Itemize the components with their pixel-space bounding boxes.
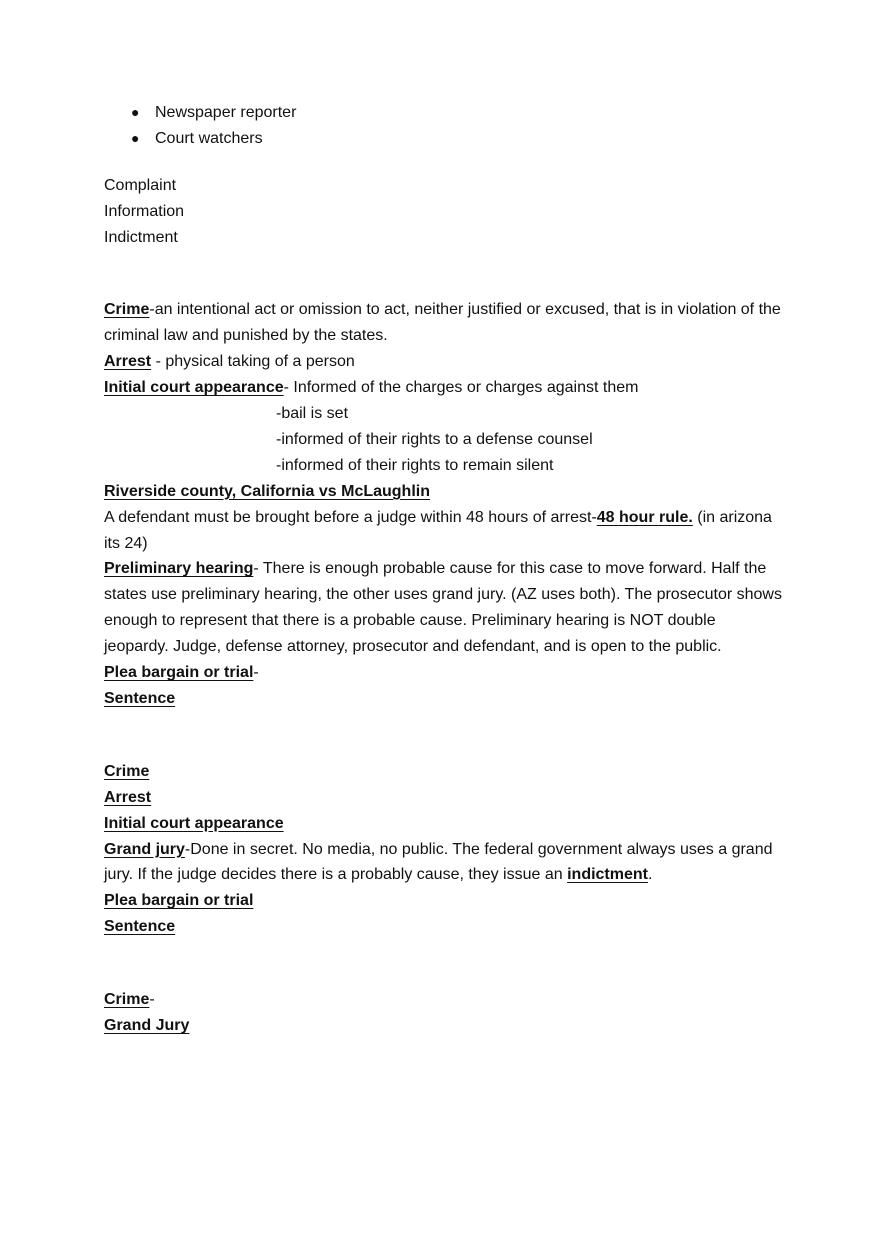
indictment-term: indictment [567,866,648,884]
charging-doc-indictment: Indictment [104,228,178,246]
grand-jury-definition: Grand jury-Done in secret. No media, no public. The federal government always uses a grand jury. If the judge decides there is a probably cause, they issue an indictment. [104,840,773,884]
charging-doc-information: Information [104,202,185,220]
initial-subitem: -informed of their rights to remain silent [276,456,554,474]
list-item: ● Newspaper reporter [104,100,784,126]
section2-arrest: Arrest [104,788,152,806]
notes-body [104,100,784,1039]
case-title: Riverside county, California vs McLaughlin [104,482,430,500]
section3-crime-line: Crime- [104,991,155,1009]
initial-appearance-definition: Initial court appearance- Informed of the charges or charges against them [104,379,639,397]
preliminary-hearing-definition: Preliminary hearing- There is enough probable cause for this case to move forward. Half the states use preliminary hearing, the other uses grand jury. (AZ uses both). The prosecutor shows enough to represent that there is a probable cause. Preliminary hearing is NOT double jeopardy. Judge, defense attorney, prosecutor and defendant, and is open to the public. [104,560,782,656]
arrest-term: Arrest [104,353,152,371]
section3-grand-jury: Grand Jury [104,1016,190,1034]
section2-sentence: Sentence [104,918,176,936]
section2-plea: Plea bargain or trial [104,892,254,910]
bullet-icon: ● [131,104,140,120]
list-item: ● Court watchers [104,126,784,152]
initial-subitem: -bail is set [276,405,349,423]
preliminary-hearing-term: Preliminary hearing [104,560,254,578]
charging-doc-complaint: Complaint [104,176,177,194]
plea-bargain-line: Plea bargain or trial- [104,664,259,682]
bullet-list [104,100,784,152]
crime-definition: Crime-an intentional act or omission to act, neither justified or excused, that is in violation of the criminal law and punished by the states. [104,301,781,345]
bullet-icon: ● [131,129,140,146]
plea-bargain-term: Plea bargain or trial [104,664,254,682]
section2-crime: Crime [104,762,150,780]
arrest-definition: Arrest - physical taking of a person [104,353,355,371]
initial-appearance-term: Initial court appearance [104,379,284,397]
crime-term: Crime [104,301,150,319]
section2-initial-appearance: Initial court appearance [104,814,284,832]
sentence-term: Sentence [104,690,176,708]
initial-subitem: -informed of their rights to a defense counsel [276,430,593,448]
grand-jury-term: Grand jury [104,840,185,858]
48-hour-rule: 48 hour rule. [596,508,693,526]
section3-crime: Crime [104,991,150,1009]
case-description: A defendant must be brought before a judge within 48 hours of arrest-48 hour rule. (in arizona its 24) [104,508,772,552]
